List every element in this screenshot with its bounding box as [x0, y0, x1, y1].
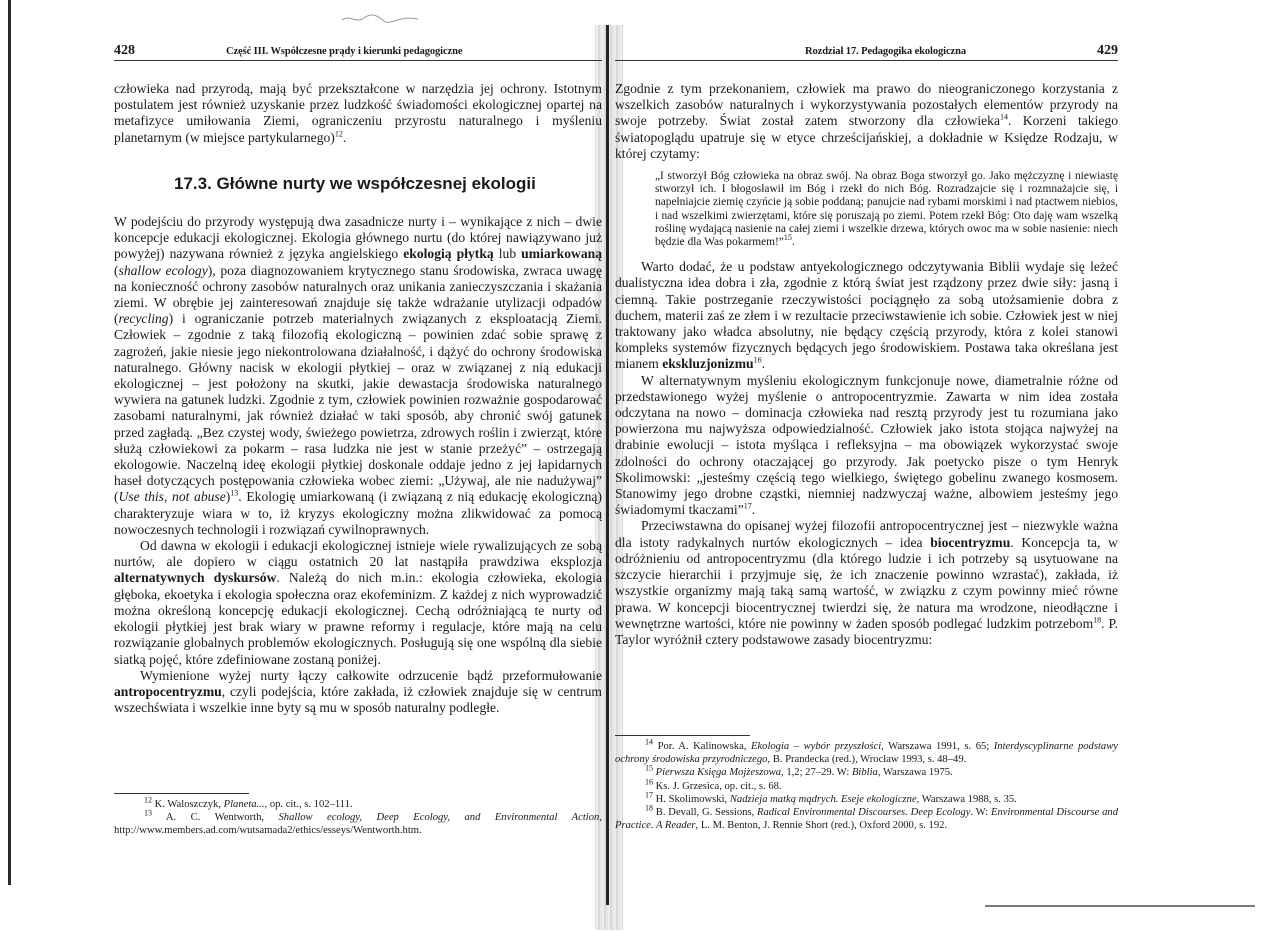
- footnote-13: $^{13}$ A. C. Wentworth, Shallow ecology, Deep Ecology, and Environmental Action, http://www.members.ad.com/wutsamada2/ethics/esseys/Wentworth.htm.: [114, 808, 602, 837]
- scan-edge-left: [8, 0, 11, 885]
- paragraph-anthropocentrism: Wymienione wyżej nurty łączy całkowite odrzucenie bądź przeformułowanie antropocentryzmu, czyli podejścia, które zakłada, iż człowiek znajduje się w centrum wszechświata i wszelkie inne byty są mu w sposób naturalny podległe.: [114, 667, 602, 716]
- genesis-quote: „I stworzył Bóg człowieka na obraz swój. Na obraz Boga stworzył go. Jako mężczyznę i niewiastę stworzył ich. I błogosławił im Bóg i rzekł do nich Bóg. Rozradzajcie się i rozmnażajcie się, i napełniajcie ziemię czyńcie ją sobie poddaną; panujcie nad rybami morskimi i nad ptactwem niebios, i nad wszelkimi zwierzętami, które się poruszają po ziemi. Potem rzekł Bóg: Oto daję wam wszelką roślinę wydającą nasienie na całej ziemi i wszelkie drzewa, których owoc ma w sobie nasienie: niech będzie dla Was pokarmem!”$^{15}$.: [655, 170, 1118, 249]
- footnote-ref-18[interactable]: 18: [1093, 615, 1102, 625]
- footnote-rule: [114, 793, 249, 794]
- left-page: [114, 40, 602, 837]
- footnote-ref-16[interactable]: 16: [753, 355, 762, 365]
- right-page: [615, 40, 1119, 832]
- running-head-right: Rozdział 17. Pedagogika ekologiczna: [805, 46, 966, 57]
- footnote-ref-12[interactable]: 12: [334, 129, 343, 139]
- intro-paragraph: człowieka nad przyrodą, mają być przekształcone w narzędzia jej ochrony. Istotnym postulatem jest również uzyskanie przez ludzkość świadomości ekologicznej opartej na metafizyce umiłowania Ziemi, ograniczeniu przyrostu naturalnego i myśleniu planetarnym (w miejsce partykularnego)$^{12}$.: [114, 81, 602, 145]
- paragraph-biocentrism: Przeciwstawna do opisanej wyżej filozofii antropocentrycznej jest – niezwykle ważna dla istoty radykalnych nurtów ekologicznych – idea biocentryzmu. Koncepcja ta, w odróżnieniu od antropocentryzmu (dla którego ludzie i ich potrzeby są usytuowane na szczycie hierarchii i przyjmuje się, że ich znaczenie powinno wzrastać), zakłada, iż wszystkie organizmy mają taką samą wartość, w związku z czym powinny mieć równe prawa. W koncepcji biocentrycznej twierdzi się, że natura ma wrodzone, nieodłączne i wewnętrzne wartości, które nie powinny w żaden sposób podlegać ludzkim potrzebom$^{18}$. P. Taylor wyróżnił cztery podstawowe zasady biocentryzmu:: [615, 518, 1118, 647]
- paragraph-alternative-thinking: W alternatywnym myśleniu ekologicznym funkcjonuje nowe, diametralnie różne od przedstawionego wyżej myślenie o antropocentryzmie. Zawarta w nim idea została odczytana na nowo – dominacja człowieka nad resztą przyrody jest tu rozumiana jako powierzona mu najwyższa odpowiedzialność. Człowiek jako istota stojąca najwyżej na drabinie ewolucji – istota myśląca i refleksyjna – ma obowiązek wykorzystać swoje zdolności do ochrony otaczającej go przyrody. Jak poetycko pisze o tym Henryk Skolimowski: „jesteśmy częścią tego wielkiego, świętego gobelinu zwanego kosmosem. Stanowimy jego drobne cząstki, niemniej nadzwyczaj ważne, albowiem jesteśmy jego świadomymi tkaczami”$^{17}$.: [615, 372, 1118, 518]
- footnote-14: $^{14}$ Por. A. Kalinowska, Ekologia – wybór przyszłości, Warszawa 1991, s. 65; Interdyscyplinarne podstawy ochrony środowiska przyrodniczego, B. Prandecka (red.), Wrocław 1993, s. 48–49.: [615, 737, 1118, 766]
- intro-paragraph-right: Zgodnie z tym przekonaniem, człowiek ma prawo do nieograniczonego korzystania z wszelkich zasobów naturalnych i wykorzystywania pozostałych elementów przyrody na swoje potrzeby. Świat został zatem stworzony dla człowieka$^{14}$. Korzeni takiego światopoglądu upatruje się w etyce chrześcijańskiej, a dokładnie w Księdze Rodzaju, w której czytamy:: [615, 81, 1118, 161]
- right-page-body: [615, 81, 1118, 648]
- footnote-ref-13[interactable]: 13: [230, 488, 239, 498]
- left-page-body: [114, 81, 602, 716]
- gutter-binding-line: [606, 25, 609, 905]
- paragraph-alternative-discourses: Od dawna w ekologii i edukacji ekologicznej istnieje wiele rywalizujących ze sobą nurtów, ale dopiero w ciągu ostatnich 20 lat nastąpiła prawdziwa eksplozja alternatywnych dyskursów. Należą do nich m.in.: ekologia człowieka, ekologia głęboka, ekoetyka i ekologia społeczna oraz ekofeminizm. Z każdej z nich wyprowadzić można określoną koncepcję edukacji ekologicznej. Cechą odróżniającą te nurty od ekologii płytkiej jest brak wiary w prawne reformy i regulacje, które mają na celu rozwiązanie globalnych problemów ekologicznych. Posługują się one wspólną dla siebie siatką pojęć, które zdefiniowane zostaną poniżej.: [114, 538, 602, 667]
- right-page-header: [615, 40, 1118, 61]
- footnote-rule: [615, 735, 750, 736]
- footnote-15: $^{15}$ Pierwsza Księga Mojżeszowa, 1,2; 27–29. W: Biblia, Warszawa 1975.: [645, 763, 953, 779]
- left-footnotes: [114, 793, 602, 838]
- page-number-right: 429: [1097, 43, 1118, 58]
- running-head-left: Część III. Współczesne prądy i kierunki pedagogiczne: [226, 46, 463, 57]
- footnote-12: $^{12}$ K. Waloszczyk, Planeta..., op. cit., s. 102–111.: [144, 795, 353, 810]
- left-page-header: [114, 40, 602, 61]
- page-number-left: 428: [114, 43, 135, 58]
- footnote-16: $^{16}$ Ks. J. Grzesica, op. cit., s. 68.: [645, 777, 782, 792]
- right-footnotes: [615, 735, 1118, 832]
- section-heading: 17.3. Główne nurty we współczesnej ekologii: [174, 173, 536, 193]
- footnote-ref-14[interactable]: 14: [1000, 112, 1009, 122]
- footnote-ref-15[interactable]: 15: [783, 233, 792, 243]
- footnote-17: $^{17}$ H. Skolimowski, Nadzieja matką mądrych. Eseje ekologiczne, Warszawa 1988, s. 35.: [645, 790, 1017, 805]
- paragraph-exclusionism: Warto dodać, że u podstaw antyekologicznego odczytywania Biblii wydaje się leżeć dualistyczna idea dobra i zła, zgodnie z którą świat jest rządzony przez dwie siły: jasną i ciemną. Takie postrzeganie rzeczywistości pociągnęło za sobą utożsamienie dobra z duchem, materii zaś ze złem i w rezultacie przeciwstawienie ich sobie. Człowiek jest w niej traktowany jako władca absolutny, nie będący częścią przyrody, która z kolei stanowi kompleks systemów fizycznych będących jego środowiskiem. Postawa taka określana jest mianem ekskluzjonizmu$^{16}$.: [615, 259, 1118, 372]
- paragraph-shallow-ecology: W podejściu do przyrody występują dwa zasadnicze nurty i – wynikające z nich – dwie koncepcje edukacji ekologicznej. Ekologia głównego nurtu (do której nawiązywano już powyżej) nazywana również z języka angielskiego ekologią płytką lub umiarkowaną (shallow ecology), poza diagnozowaniem krytycznego stanu środowiska, zwraca uwagę na konieczność ochrony zasobów naturalnych oraz unikania zanieczyszczania i skażania ziemi. W obrębie jej zainteresowań znajduje się także wdrażanie utylizacji odpadów (recycling) i ograniczanie potrzeb materialnych związanych z eksploatacją Ziemi. Człowiek – zgodnie z taką filozofią ekologiczną – powinien zdać sobie sprawę z zagrożeń, jakie niesie jego niekontrolowana działalność, i dążyć do ochrony środowiska naturalnego. Główny nacisk w ekologii płytkiej – oraz w związanej z nią edukacji ekologicznej – jest położony na skutki, jakie dewastacja środowiska naturalnego wywiera na gatunek ludzki. Zgodnie z tym, człowiek powinien rozważnie gospodarować zasobami naturalnymi, jak również działać w taki sposób, aby chronić swój gatunek przed zagładą. „Bez czystej wody, świeżego powietrza, zdrowych roślin i zwierząt, które służą człowiekowi za pokarm – rasa ludzka nie jest w stanie przeżyć” – ostrzegają ekologowie. Naczelną ideę ekologii płytkiej doskonale oddaje jedno z jej łapidarnych haseł dotyczących postępowania człowieka wobec ziemi: „Używaj, ale nie nadużywaj” (Use this, not abuse)$^{13}$. Ekologię umiarkowaną (i związaną z nią edukację ekologiczną) charakteryzuje wiara w to, iż kryzys ekologiczny można zlikwidować za pomocą nowoczesnych technologii i rozwiązań cywilnoprawnych.: [114, 214, 602, 537]
- pencil-mark: [340, 12, 420, 26]
- scan-edge-bottom: [985, 905, 1255, 907]
- footnote-18: $^{18}$ B. Devall, G. Sessions, Radical Environmental Discourses. Deep Ecology. W: Environmental Discourse and Practice. A Reader, L. M. Benton, J. Rennie Short (red.), Oxford 2000, s. 192.: [615, 803, 1119, 832]
- footnote-ref-17[interactable]: 17: [743, 501, 752, 511]
